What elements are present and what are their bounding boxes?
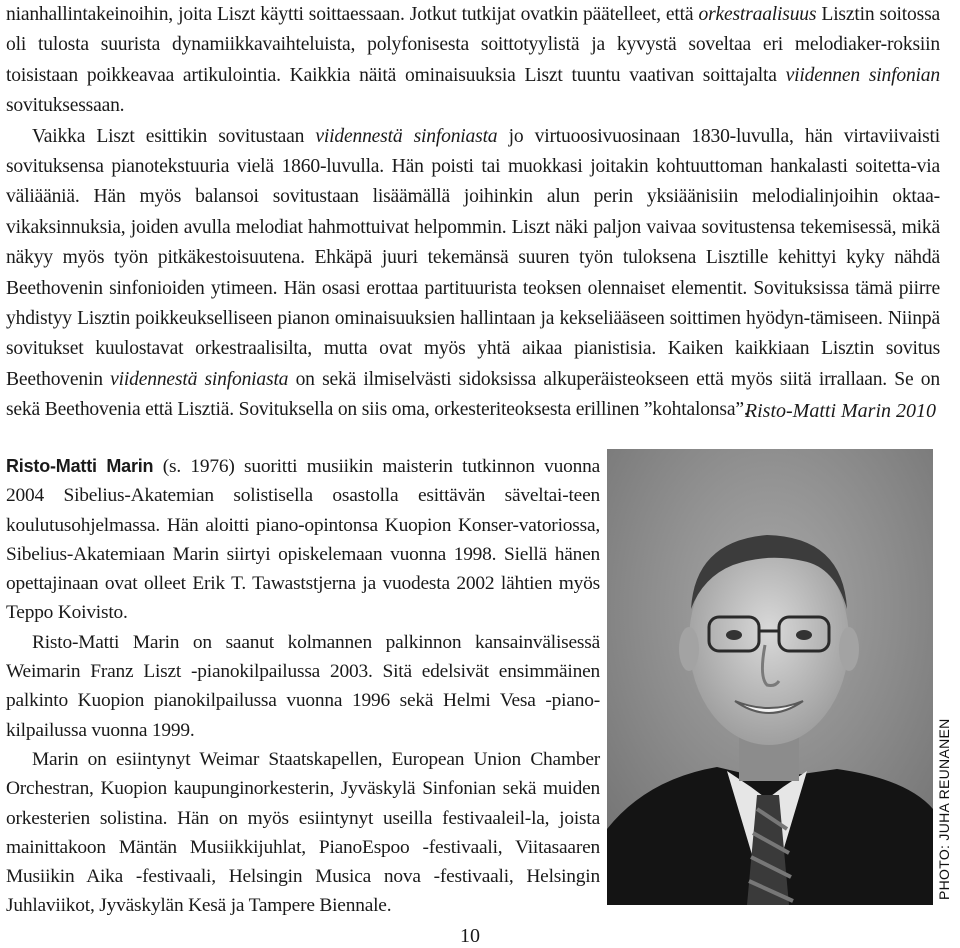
article-paragraph [6,0,940,122]
bio-paragraph: Risto-Matti Marin on saanut kolmannen palkinnon kansainvälisessä Weimarin Franz Liszt -pianokilpailussa 2003. Sitä edelsivät ensimmäinen palkinto Kuopion pianokilpailussa vuonna 1996 sekä Helmi Vesa -piano-kilpailussa vuonna 1999. [6,631,600,741]
italic-term: viidennestä sinfoniasta [110,368,289,390]
article-paragraph [6,122,940,426]
text-run: on sekä ilmiselvästi sidoksissa alkuperäisteokseen että myös siitä irrallaan. Se on sekä Beethovenia että Lisztiä. Sovituksella on siis oma, orkesteriteoksesta erillinen ”kohtalonsa”. [6,368,940,421]
text-run: (s. 1976) suoritti musiikin maisterin tutkinnon vuonna 2004 Sibelius-Akatemian solistisella osastolla esittävän säveltai-teen koulutusohjelmassa. Hän aloitti piano-opintonsa Kuopion Konser-vatoriossa, Sibelius-Akatemiaan Marin siirtyi opiskelemaan vuonna 1998. Siellä hänen opettajinaan ovat olleet Erik T. Tawaststjerna ja vuodesta 2002 lähtien myös Teppo Koivisto. [6,456,600,624]
author-signature: Risto-Matti Marin 2010 [744,400,936,422]
text-run: Lisztin soitossa oli tulosta suurista dynamiikkavaihteluista, polyfonisesta soittotyylistä ja kyvystä soveltaa eri melodiaker-roksiin toisistaan poikkeavaa artikulointia. Kaikkia näitä ominaisuuksia Liszt tuuntu vaativan soittajalta [6,4,940,86]
italic-term: viidennen sinfonian [785,64,940,86]
bio-paragraph: Marin on esiintynyt Weimar Staatskapellen, European Union Chamber Orchestran, Kuopion kaupunginorkesterin, Jyväskylä Sinfonian sekä muiden orkesterien solistina. Hän on myös esiintynyt useilla festivaaleil-la, joista mainittakoon Mäntän Musiikkijuhlat, PianoEspoo -festivaali, Viitasaaren Musiikin Aika -festivaali, Helsingin Musica nova -festivaali, Helsingin Juhlaviikot, Jyväskylän Kesä ja Tampere Biennale. [6,748,600,917]
text-run: sovituksessaan. [6,95,125,117]
bio-name: Risto-Matti Marin [6,456,154,476]
italic-term: orkestraalisuus [698,4,817,25]
photo-credit: PHOTO: JUHA REUNANEN [936,718,952,900]
italic-term: viidennestä sinfoniasta [315,125,498,147]
text-run: jo virtuoosivuosinaan 1830-luvulla, hän virtaviivaisti sovituksensa pianotekstuuria vielä 1860-luvulla. Hän poisti tai muokkasi joitakin kohtuuttoman hankalasti soitetta-via väliääniä. Hän myös balansoi sovitustaan lisäämällä joihinkin alun perin yksiäänisiin melodialinjoihin oktaa-vikaksinnuksia, joiden avulla melodiat hahmottuivat helpommin. Liszt näki paljon vaivaa sovitustensa tekemisessä, mikä näkyy myös työn pitkäkestoisuutena. Ehkäpä juuri tekemänsä suuren työn tuloksena Lisztille kehittyi kyky nähdä Beethovenin sinfonioiden ytimeen. Hän osasi erottaa partituurista teoksen olennaiset elementit. Sovituksissa tämä piirre yhdistyy Lisztin poikkeukselliseen pianon ominaisuuksien hallintaan ja kekseliääseen soittimen hyödyn-tämiseen. Niinpä sovitukset kuulostavat orkestraalisilta, mutta ovat myös yhtä aikaa pianistisia. Kaiken kaikkiaan Lisztin sovitus Beethovenin [6,125,941,390]
text-run: Vaikka Liszt esittikin sovitustaan [32,125,316,147]
author-bio [6,452,600,921]
author-photo [607,449,933,905]
text-run: nianhallintakeinoihin, joita Liszt käytti soittaessaan. Jotkut tutkijat ovatkin päätelleet, että [6,4,699,25]
portrait-illustration [607,449,933,905]
page-number: 10 [460,925,480,947]
bio-paragraph [6,452,600,628]
article-body [6,0,940,426]
